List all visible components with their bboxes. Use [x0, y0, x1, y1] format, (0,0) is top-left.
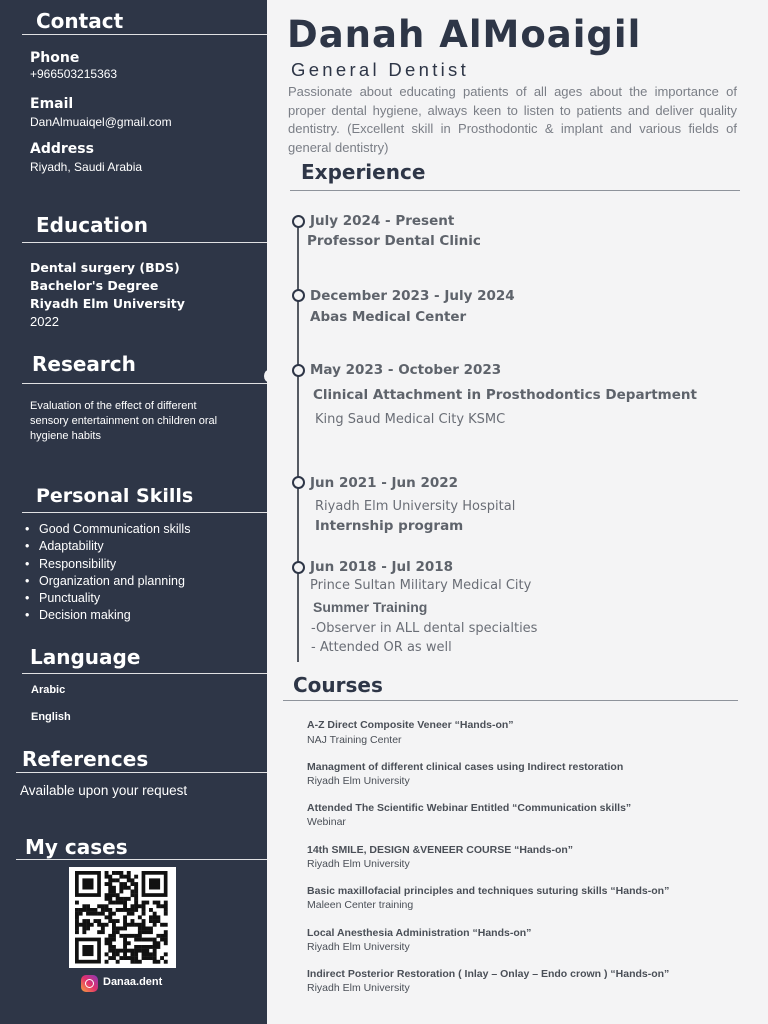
sidebar: [0, 0, 267, 1024]
experience-date: July 2024 - Present: [310, 213, 455, 229]
research-line-3: hygiene habits: [30, 430, 101, 442]
timeline-dot: [292, 476, 305, 489]
experience-place: Prince Sultan Military Medical City: [310, 578, 532, 593]
experience-heading: Experience: [301, 160, 426, 184]
experience-date: Jun 2018 - Jul 2018: [310, 559, 454, 575]
skills-list: [23, 521, 190, 625]
skill-item: • Responsibility: [23, 556, 190, 573]
course-title: Local Anesthesia Administration “Hands-on”: [307, 927, 532, 939]
qr-code[interactable]: [69, 867, 176, 968]
skills-divider: [22, 512, 267, 513]
cases-divider: [16, 859, 267, 860]
education-university: Riyadh Elm University: [30, 296, 185, 311]
qr-code-graphic: [69, 867, 176, 968]
course-title: 14th SMILE, DESIGN &VENEER COURSE “Hands-on”: [307, 844, 574, 856]
course-title: A-Z Direct Composite Veneer “Hands-on”: [307, 719, 514, 731]
experience-role: Internship program: [315, 518, 464, 534]
address-label: Address: [30, 141, 94, 157]
experience-date: December 2023 - July 2024: [310, 288, 515, 304]
experience-date: Jun 2021 - Jun 2022: [310, 475, 459, 491]
references-text: Available upon your request: [20, 783, 188, 798]
sidebar-notch: [264, 370, 273, 382]
phone-label: Phone: [30, 50, 80, 66]
course-provider: Riyadh Elm University: [307, 982, 410, 994]
courses-divider: [283, 700, 738, 701]
course-title: Indirect Posterior Restoration ( Inlay – Onlay – Endo crown ) “Hands-on”: [307, 968, 670, 980]
job-title: General Dentist: [291, 59, 470, 80]
language-item: Arabic: [31, 684, 66, 696]
experience-place: Abas Medical Center: [310, 309, 467, 325]
course-title: Managment of different clinical cases using Indirect restoration: [307, 761, 624, 773]
timeline-dot: [292, 215, 305, 228]
experience-role: Clinical Attachment in Prosthodontics Department: [313, 387, 697, 403]
skill-item: • Adaptability: [23, 538, 190, 555]
research-line-2: sensory entertainment on children oral: [30, 415, 218, 427]
experience-note: -Observer in ALL dental specialties: [311, 621, 538, 636]
course-provider: Riyadh Elm University: [307, 858, 410, 870]
skill-item: • Organization and planning: [23, 573, 190, 590]
email-label: Email: [30, 96, 74, 112]
education-heading: Education: [36, 213, 148, 237]
contact-divider: [22, 34, 267, 35]
course-provider: NAJ Training Center: [307, 734, 402, 746]
skill-item: • Good Communication skills: [23, 521, 190, 538]
timeline-dot: [292, 364, 305, 377]
experience-place: Professor Dental Clinic: [307, 233, 481, 249]
contact-heading: Contact: [36, 9, 124, 33]
email-value: DanAlmuaiqel@gmail.com: [30, 115, 172, 129]
education-year: 2022: [30, 314, 59, 329]
phone-value: +966503215363: [30, 67, 118, 81]
language-heading: Language: [30, 645, 141, 669]
education-level: Bachelor's Degree: [30, 278, 159, 293]
course-provider: Riyadh Elm University: [307, 941, 410, 953]
cases-heading: My cases: [25, 835, 128, 859]
course-title: Attended The Scientific Webinar Entitled “Communication skills”: [307, 802, 632, 814]
instagram-handle[interactable]: Danaa.dent: [103, 976, 163, 988]
research-divider: [22, 383, 267, 384]
skill-item: • Punctuality: [23, 590, 190, 607]
course-title: Basic maxillofacial principles and techniques suturing skills “Hands-on”: [307, 885, 670, 897]
course-provider: Webinar: [307, 816, 346, 828]
language-divider: [22, 673, 267, 674]
education-degree: Dental surgery (BDS): [30, 260, 180, 275]
address-value: Riyadh, Saudi Arabia: [30, 160, 143, 174]
profile-summary: Passionate about educating patients of all ages about the importance of proper dental hygiene, always keen to listen to patients and deliver quality dentistry. (Excellent skill in Prosthodontic & implant and various fields of general dentistry): [288, 84, 737, 155]
education-divider: [22, 242, 267, 243]
references-heading: References: [22, 747, 149, 771]
language-item: English: [31, 711, 71, 723]
experience-divider: [290, 190, 740, 191]
experience-role: Summer Training: [313, 599, 428, 615]
research-heading: Research: [32, 352, 136, 376]
references-divider: [16, 772, 267, 773]
experience-place: King Saud Medical City KSMC: [315, 412, 506, 427]
skills-heading: Personal Skills: [36, 485, 194, 507]
research-line-1: Evaluation of the effect of different: [30, 400, 197, 412]
course-provider: Riyadh Elm University: [307, 775, 410, 787]
experience-date: May 2023 - October 2023: [310, 362, 502, 378]
instagram-icon: [81, 975, 98, 992]
experience-place: Riyadh Elm University Hospital: [315, 499, 516, 514]
person-name: Danah AlMoaigil: [287, 13, 642, 56]
timeline-dot: [292, 289, 305, 302]
skill-item: • Decision making: [23, 607, 190, 624]
courses-heading: Courses: [293, 673, 383, 697]
experience-note: - Attended OR as well: [311, 640, 452, 655]
timeline-dot: [292, 561, 305, 574]
timeline-line: [297, 222, 299, 662]
course-provider: Maleen Center training: [307, 899, 414, 911]
